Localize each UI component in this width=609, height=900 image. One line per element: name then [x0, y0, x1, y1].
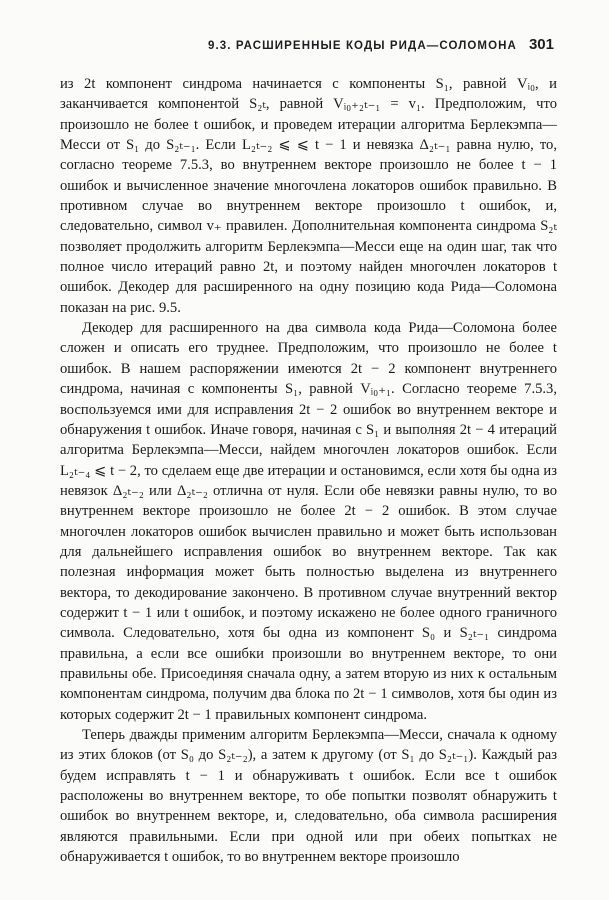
paragraph: Декодер для расширенного на два символа кода Рида—Соломона более сложен и описать его труднее. Предположим, что произошло не более t ошибок. В нашем распоряжении имеются 2t − 2 компонент внутреннего синдрома, начиная с компоненты S₁, равной Vᵢ₀₊₁. Согласно теореме 7.5.3, воспользуемся ими для исправления 2t − 2 ошибок во внутреннем векторе и обнаружения t ошибок. Иначе говоря, начиная с S₁ и выполняя 2t − 4 итераций алгоритма Берлекэмпа—Месси, найдем многочлен локаторов ошибок. Если L₂ₜ₋₄ ⩽ t − 2, то сделаем еще две итерации и остановимся, если хотя бы одна из невязок Δ₂ₜ₋₂ или Δ₂ₜ₋₂ отлична от нуля. Если обе невязки равны нулю, то во внутреннем векторе произошло не более 2t − 2 ошибок. В этом случае многочлен локаторов ошибок вычислен правильно и может быть использован для дальнейшего исправления ошибок во внутреннем векторе. Так как полезная информация может быть полностью выделена из внутреннего вектора, то декодирование закончено. В противном случае внутренний вектор содержит t − 1 или t ошибок, и поэтому искажено не более одного граничного символа. Следовательно, хотя бы одна из компонент S₀ и S₂ₜ₋₁ синдрома правильна, а если все ошибки произошли во внутреннем векторе, то они правильны обе. Присоединяя сначала одну, а затем вторую из них к остальным компонентам синдрома, получим два блока по 2t − 1 символов, хотя бы один из которых содержит 2t − 1 правильных компонент синдрома. — [60, 320, 557, 723]
running-head — [60, 36, 554, 60]
page-number: 301 — [528, 36, 554, 53]
paragraph: из 2t компонент синдрома начинается с компоненты S₁, равной Vᵢ₀, и заканчивается компонентой S₂ₜ, равной Vᵢ₀₊₂ₜ₋₁ = v₁. Предположим, что произошло не более t ошибок, и проведем итерации алгоритма Берлекэмпа—Месси от S₁ до S₂ₜ₋₁. Если L₂ₜ₋₂ ⩽ ⩽ t − 1 и невязка Δ₂ₜ₋₁ равна нулю, то, согласно теореме 7.5.3, во внутреннем векторе произошло не более t − 1 ошибок и вычисленное значение многочлена локаторов ошибок правильно. В противном случае во внутреннем векторе произошло t ошибок, и, следовательно, символ v₊ правилен. Дополнительная компонента синдрома S₂ₜ позволяет продолжить алгоритм Берлекэмпа—Месси еще на один шаг, так что полное число итераций равно 2t, и поэтому найден многочлен локаторов t ошибок. Декодер для расширенного на одну позицию кода Рида—Соломона показан на рис. 9.5. — [60, 76, 557, 316]
body-text — [60, 74, 557, 867]
paragraph: Теперь дважды применим алгоритм Берлекэмпа—Месси, сначала к одному из этих блоков (от S₀ до S₂ₜ₋₂), а затем к другому (от S₁ до S₂ₜ₋₁). Каждый раз будем исправлять t − 1 и обнаруживать t ошибок. Если все t ошибок расположены во внутреннем векторе, то обе попытки позволят обнаружить t ошибок во внутреннем векторе, и, следовательно, оба символа расширения являются правильными. Если при одной или при обеих попытках не обнаруживается t ошибок, то во внутреннем векторе произошло — [60, 727, 557, 866]
running-title: 9.3. РАСШИРЕННЫЕ КОДЫ РИДА—СОЛОМОНА — [207, 40, 517, 52]
